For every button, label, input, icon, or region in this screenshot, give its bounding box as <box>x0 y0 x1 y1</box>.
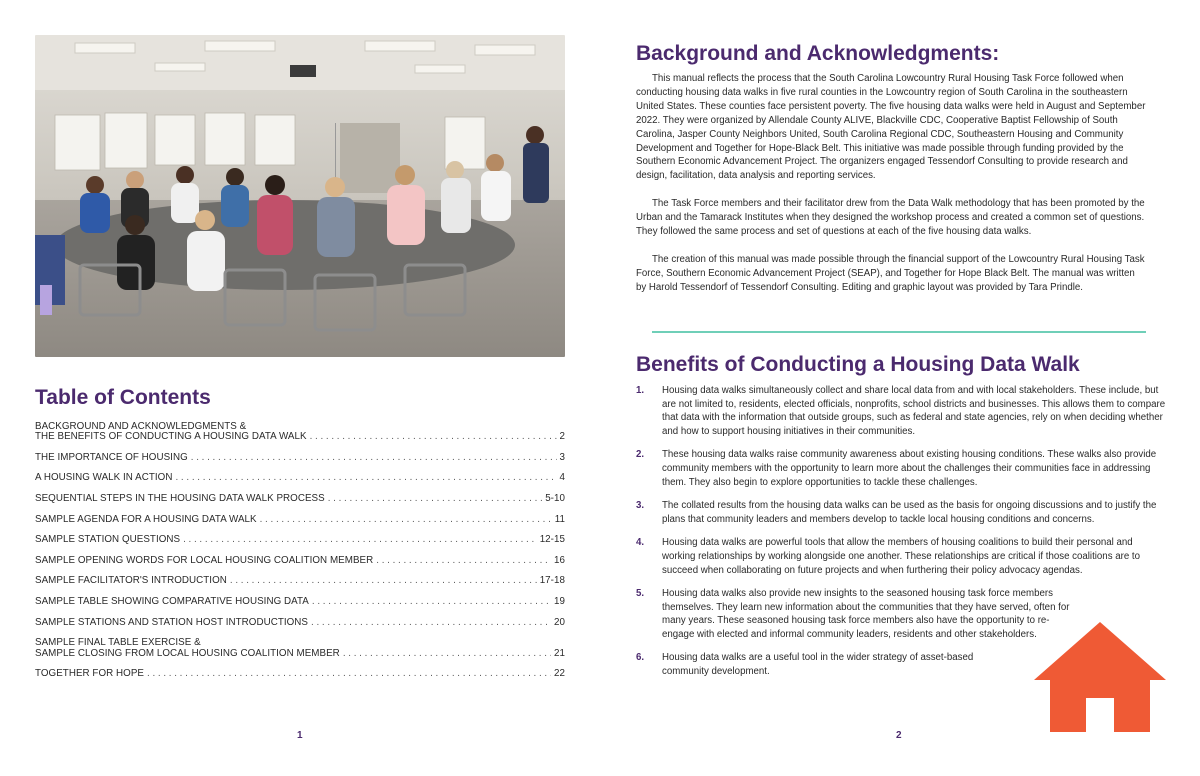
background-paragraph: The creation of this manual was made possible through the financial support of the Lowcountry Rural Housing Task Force, Southern Economic Advancement Project (SEAP), and Together for Hope Black Belt. The manual was written by Harold Tessendorf of Tessendorf Consulting. Editing and graphic layout was provided by Tara Prindle. <box>636 253 1145 293</box>
toc-entry[interactable] <box>35 576 565 586</box>
toc-entry[interactable] <box>35 494 565 504</box>
benefit-number: 5. <box>636 587 645 599</box>
page-number: 2 <box>896 730 902 741</box>
toc-entry-title: BACKGROUND AND ACKNOWLEDGMENTS & <box>35 421 247 432</box>
toc-entry[interactable] <box>35 473 565 483</box>
toc-entry-title: SAMPLE CLOSING FROM LOCAL HOUSING COALITION MEMBER <box>35 647 340 659</box>
toc-leader-dots <box>343 649 551 659</box>
toc-entry-title: SAMPLE STATIONS AND STATION HOST INTRODUCTIONS <box>35 616 309 628</box>
background-paragraph: This manual reflects the process that the South Carolina Lowcountry Rural Housing Task Force followed when conducting housing data walks in five rural counties in the Lowcountry region of South Carolina in the southeastern United States. These counties face persistent poverty. The five housing data walks were held in August and September 2022. They were organized by Allendale County ALIVE, Blackville CDC, Cooperative Baptist Fellowship of South Carolina, Jasper County Neighbors United, South Carolina Regional CDC, Southeastern Housing and Community Development and Together for Hope-Black Belt. This initiative was made possible through funding provided by the Southern Economic Advancement Project. The organizers engaged Tessendorf Consulting to provide research and design, facilitation, data analysis and reporting services. <box>636 73 1146 182</box>
toc-entry[interactable] <box>35 422 565 443</box>
page-number: 1 <box>297 730 303 741</box>
toc-entry-page: 17-18 <box>539 575 565 587</box>
background-title: Background and Acknowledgments: <box>636 42 1000 65</box>
toc-entry[interactable] <box>35 535 565 545</box>
toc-entry-title: SAMPLE STATION QUESTIONS <box>35 534 181 546</box>
toc-entry-page: 21 <box>554 647 565 659</box>
toc-entry-title: THE IMPORTANCE OF HOUSING <box>35 451 188 463</box>
toc-leader-dots <box>230 576 537 586</box>
toc-entry[interactable] <box>35 556 565 566</box>
toc-entry-title: SEQUENTIAL STEPS IN THE HOUSING DATA WALK PROCESS <box>35 493 325 505</box>
toc-leader-dots <box>260 515 552 525</box>
toc-entry-page: 4 <box>559 472 565 484</box>
toc-entry[interactable] <box>35 638 565 659</box>
toc-leader-dots <box>311 618 551 628</box>
benefits-title: Benefits of Conducting a Housing Data Walk <box>636 353 1080 376</box>
toc-leader-dots <box>191 453 557 463</box>
toc-entry-page: 2 <box>559 431 565 443</box>
toc-entry-title: THE BENEFITS OF CONDUCTING A HOUSING DATA WALK <box>35 431 307 443</box>
right-page <box>600 0 1200 776</box>
toc-leader-dots <box>312 597 551 607</box>
toc-entry[interactable] <box>35 453 565 463</box>
toc-entry-page: 5-10 <box>545 493 565 505</box>
toc-entry-page: 12-15 <box>539 534 565 546</box>
benefit-text: The collated results from the housing data walks can be used as the basis for ongoing discussions and to justify the plans that community leaders and members develop to tackle local housing conditions and concerns. <box>662 500 1157 525</box>
toc-entry-page: 19 <box>554 596 565 608</box>
toc-leader-dots <box>376 556 551 566</box>
benefit-text: These housing data walks raise community awareness about existing housing conditions. These walks also provide community members with the opportunity to learn more about the challenges their communities face in addressing them. They also begin to explore opportunities to tackle these challenges. <box>662 449 1157 488</box>
toc-entry-page: 20 <box>554 616 565 628</box>
benefit-number: 6. <box>636 652 645 664</box>
house-icon <box>1034 622 1166 732</box>
benefit-item <box>636 384 1166 439</box>
toc-leader-dots <box>310 432 557 442</box>
benefit-text: Housing data walks are a useful tool in the wider strategy of asset-based community development. <box>662 652 974 677</box>
benefit-number: 2. <box>636 449 645 461</box>
background-body <box>636 72 1146 308</box>
toc-leader-dots <box>328 494 542 504</box>
toc-entry-page: 3 <box>559 451 565 463</box>
toc-entry[interactable] <box>35 515 565 525</box>
toc-entry-title: SAMPLE AGENDA FOR A HOUSING DATA WALK <box>35 513 257 525</box>
toc-entry-page: 11 <box>554 513 565 525</box>
workshop-photo <box>35 35 565 357</box>
toc-entry[interactable] <box>35 669 565 679</box>
toc-entry-title: SAMPLE OPENING WORDS FOR LOCAL HOUSING COALITION MEMBER <box>35 554 374 566</box>
toc-entry-title: SAMPLE FACILITATOR'S INTRODUCTION <box>35 575 227 587</box>
section-divider <box>652 331 1146 333</box>
toc-entry-title: SAMPLE FINAL TABLE EXERCISE & <box>35 637 201 649</box>
benefit-number: 4. <box>636 537 645 549</box>
toc-leader-dots <box>175 473 556 483</box>
benefit-number: 3. <box>636 500 645 512</box>
benefit-text: Housing data walks simultaneously collect and share local data from and with local stakeholders. These include, but are not limited to, residents, elected officials, nonprofits, school districts and businesses. This allows them to compare that data with the information that outside groups, such as federal and state agencies, rely on when deciding whether and how to support housing initiatives in their communities. <box>662 385 1166 438</box>
benefit-item <box>636 448 1166 489</box>
benefit-item <box>636 587 1076 642</box>
benefit-text: Housing data walks are powerful tools that allow the members of housing coalitions to build their personal and working relationships by working alongside one another. These relationships are critical if those coalitions are to succeed when collaborating on future projects and when furthering their policy advocacy agendas. <box>662 537 1141 576</box>
toc-leader-dots <box>183 535 537 545</box>
benefit-item <box>636 651 1006 678</box>
benefit-item <box>636 536 1166 577</box>
benefit-text: Housing data walks also provide new insights to the seasoned housing task force members themselves. They learn new information about the communities that they have served, often for many years. These seasoned housing task force members also have the opportunity to re-engage with elected and informal community leaders, residents and other stakeholders. <box>662 587 1070 640</box>
toc-title: Table of Contents <box>35 386 211 409</box>
benefit-item <box>636 499 1166 526</box>
toc-entry[interactable] <box>35 618 565 628</box>
table-of-contents <box>35 422 565 690</box>
background-paragraph: The Task Force members and their facilitator drew from the Data Walk methodology that has been promoted by the Urban and the Tamarack Institutes when they designed the workshop process and created a common set of questions. They followed the same process and set of questions at each of the five housing data walks. <box>636 198 1145 237</box>
benefit-number: 1. <box>636 385 645 396</box>
toc-entry-title: SAMPLE TABLE SHOWING COMPARATIVE HOUSING DATA <box>35 596 309 608</box>
toc-entry-title: A HOUSING WALK IN ACTION <box>35 472 173 484</box>
toc-entry-page: 16 <box>554 554 565 566</box>
toc-entry-page: 22 <box>554 668 565 680</box>
toc-entry[interactable] <box>35 597 565 607</box>
toc-entry-title: TOGETHER FOR HOPE <box>35 668 144 680</box>
toc-leader-dots <box>147 669 551 679</box>
